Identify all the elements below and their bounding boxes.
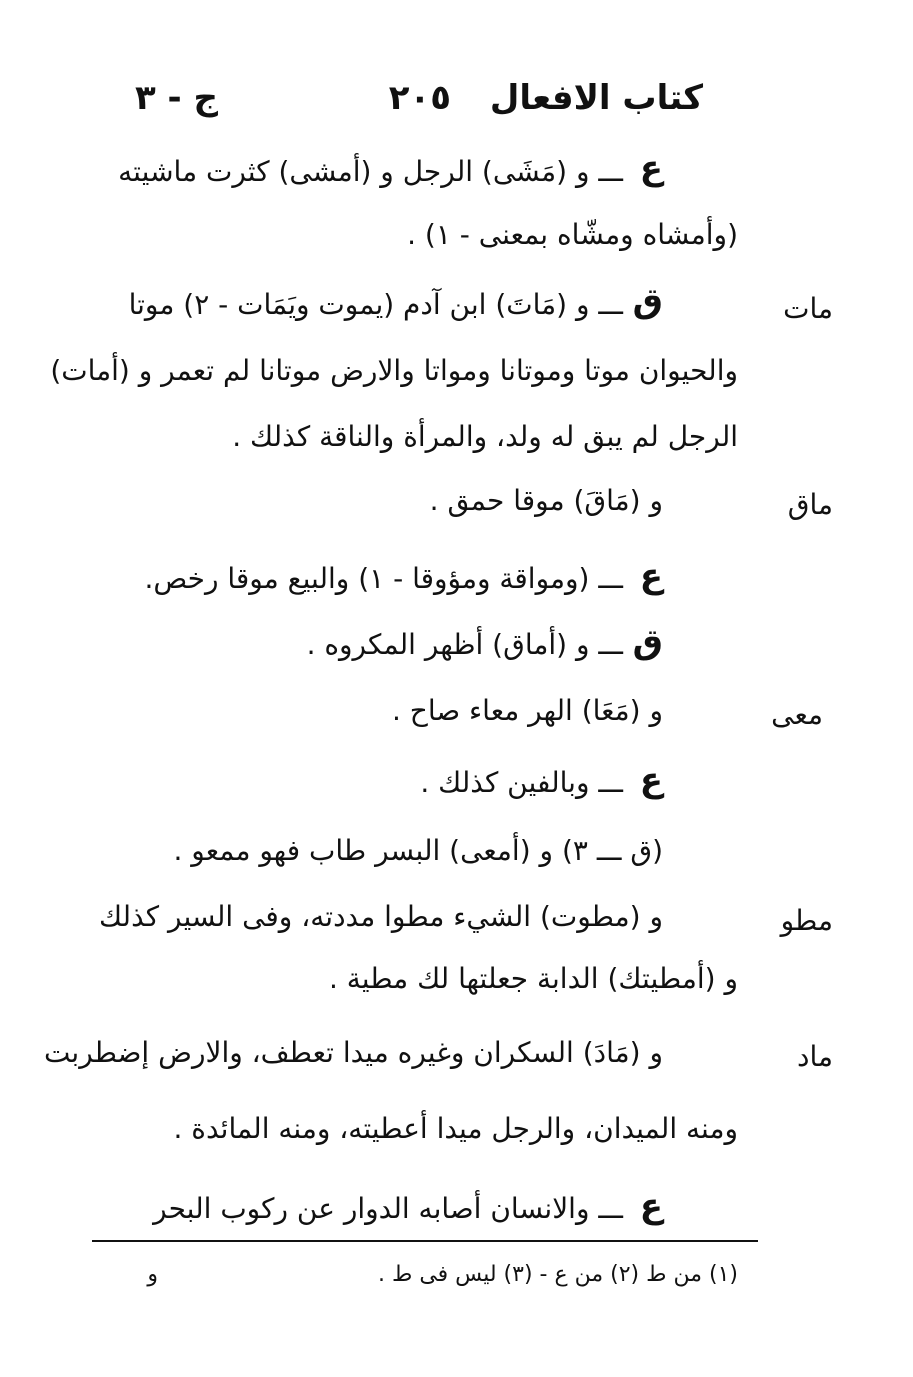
text-line: ومنه الميدان، والرجل ميدا أعطيته، ومنه المائدة . <box>173 1112 738 1145</box>
text-line: ـــ (ومواقة ومؤوقا - ١) والبيع موقا رخص. <box>144 562 623 595</box>
text-line: و (مَادَ) السكران وغيره ميدا تعطف، والارض إضطربت <box>43 1036 663 1069</box>
text-line: و (مَاقَ) موقا حمق . <box>429 484 663 517</box>
volume-number: ج - ٣ <box>134 78 218 118</box>
page-number: ٢٠٥ <box>388 78 451 118</box>
footnote: (١) من ط (٢) من ع - (٣) ليس فى ط . <box>378 1262 738 1287</box>
catchword: و <box>147 1262 158 1287</box>
footnote-divider <box>92 1240 758 1242</box>
source-marker: ع <box>639 148 663 188</box>
headword: مات <box>783 292 833 325</box>
text-line: ـــ وبالفين كذلك . <box>420 766 623 799</box>
source-marker: ع <box>639 556 663 596</box>
source-marker: ق <box>632 622 663 662</box>
source-marker: ع <box>639 1186 663 1226</box>
source-marker: ع <box>639 760 663 800</box>
text-line: (ق ـــ ٣) و (أمعى) البسر طاب فهو ممعو . <box>173 834 663 867</box>
text-line: ـــ و (مَاتَ) ابن آدم (يموت ويَمَات - ٢) موتا <box>128 288 623 321</box>
headword: معى <box>771 698 823 731</box>
headword: ماق <box>787 488 833 521</box>
text-line: الرجل لم يبق له ولد، والمرأة والناقة كذلك . <box>232 420 738 453</box>
text-line: والحيوان موتا وموتانا ومواتا والارض موتانا لم تعمر و (أمات) <box>50 354 738 387</box>
text-line: ـــ والانسان أصابه الدوار عن ركوب البحر <box>153 1192 623 1225</box>
text-line: و (أمطيتك) الدابة جعلتها لك مطية . <box>328 962 738 995</box>
source-marker: ق <box>632 281 663 321</box>
text-line: ـــ و (أماق) أظهر المكروه . <box>306 628 623 661</box>
headword: مطو <box>780 904 833 937</box>
text-line: و (مطوت) الشيء مطوا مددته، وفى السير كذلك <box>98 900 663 933</box>
text-line: (وأمشاه ومشّاه بمعنى - ١) . <box>407 218 738 251</box>
text-line: و (مَعَا) الهر معاء صاح . <box>391 694 663 727</box>
text-line: ـــ و (مَشَى) الرجل و (أمشى) كثرت ماشيته <box>118 155 623 188</box>
headword: ماد <box>797 1040 833 1073</box>
book-title: كتاب الافعال <box>489 78 703 118</box>
